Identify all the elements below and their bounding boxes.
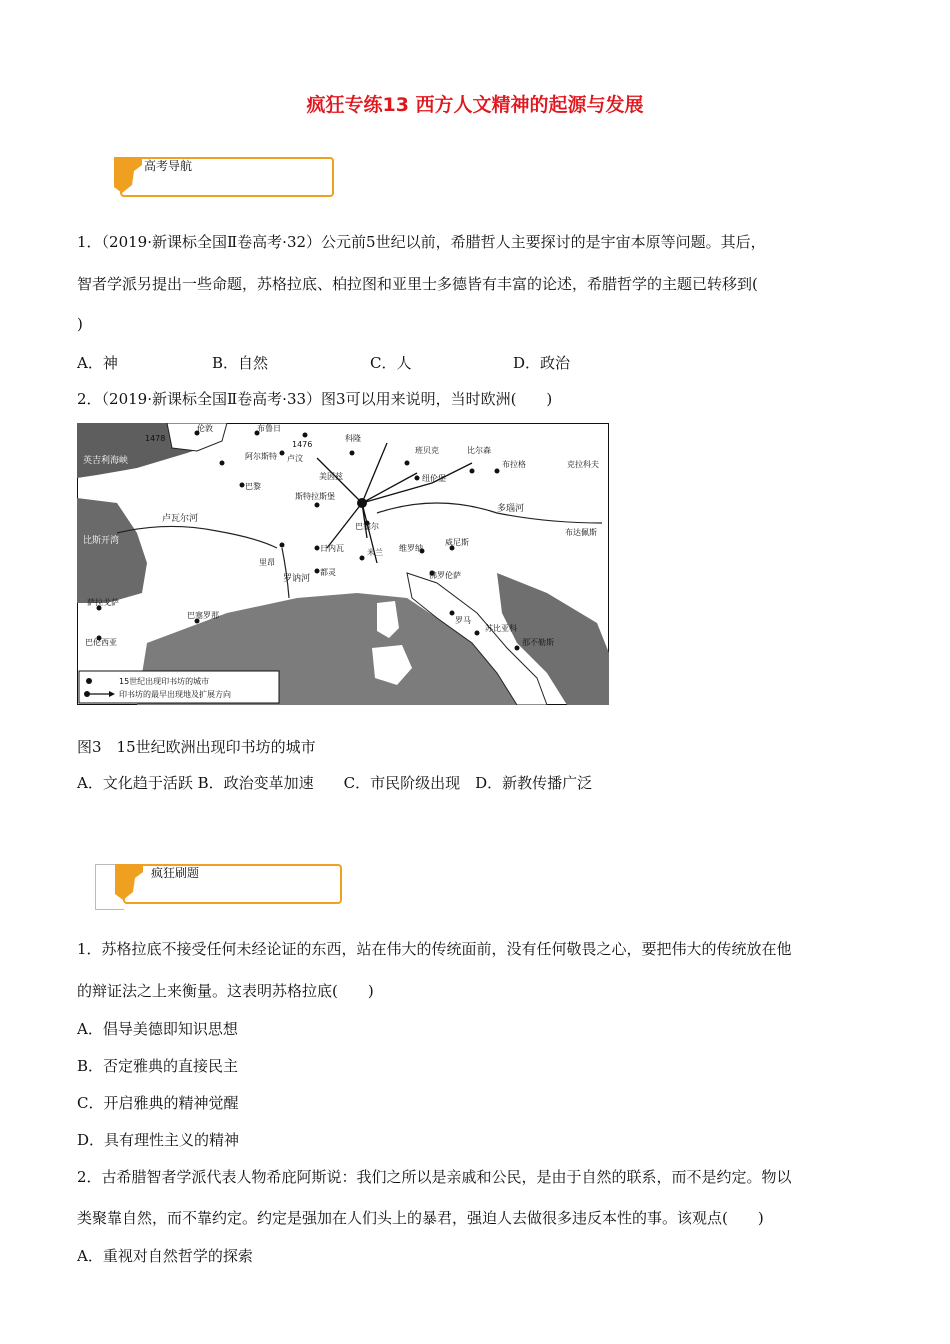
map-label-nuremberg: 纽伦堡 (422, 474, 446, 483)
p1-option-a: A．倡导美德即知识思想 (77, 1020, 238, 1038)
map-label-turin: 都灵 (320, 568, 336, 577)
map-label-london: 伦敦 (197, 424, 213, 433)
map-label-basel: 巴塞尔 (355, 522, 379, 531)
page-title: 疯狂专练13 西方人文精神的起源与发展 (306, 94, 644, 116)
q1-option-b: B．自然 (212, 354, 269, 372)
map-label-channel: 英吉利海峡 (83, 456, 129, 466)
map-label-budapest: 布达佩斯 (565, 528, 597, 537)
map-label-louvain: 卢汶 (287, 454, 303, 463)
map-label-florence: 佛罗伦萨 (429, 571, 461, 580)
q2-caption: 图3 15世纪欧洲出现印书坊的城市 (77, 738, 316, 756)
map-label-paris: 巴黎 (245, 482, 261, 491)
q1-line-2: 智者学派另提出一些命题，苏格拉底、柏拉图和亚里士多德皆有丰富的论述，希腊哲学的主题已转移到( (77, 275, 758, 293)
q1-option-d: D．政治 (513, 354, 571, 372)
map-label-prague: 布拉格 (502, 460, 526, 469)
map-label-venice: 威尼斯 (445, 538, 469, 547)
map-label-subiaco: 苏比亚科 (485, 624, 517, 633)
map-label-valencia: 巴伦西亚 (85, 638, 117, 647)
map-label-danube: 多瑙河 (497, 504, 525, 514)
p2-line-2: 类聚靠自然，而不靠约定。约定是强加在人们头上的暴君，强迫人去做很多违反本性的事。该观点( ) (77, 1209, 764, 1227)
banner-flag-icon (92, 157, 142, 201)
map-label-cologne: 科隆 (345, 434, 361, 443)
map-label-krakow: 克拉科夫 (567, 460, 599, 469)
map-label-1476: 1476 (292, 440, 313, 449)
map-label-biscay: 比斯开湾 (83, 536, 120, 546)
map-label-london-year: 1478 (145, 434, 166, 443)
map-label-milan: 米兰 (367, 548, 383, 557)
banner-flag-icon (95, 864, 145, 908)
p1-line-1: 1．苏格拉底不接受任何未经论证的东西，站在伟大的传统面前，没有任何敬畏之心，要把伟大的传统放在他 (77, 940, 792, 958)
map-label-loire: 卢瓦尔河 (162, 514, 199, 524)
q2-options: A．文化趋于活跃 B．政治变革加速 C．市民阶级出现 D．新教传播广泛 (77, 774, 593, 792)
q1-option-c: C．人 (370, 354, 412, 372)
map-label-strasbourg: 斯特拉斯堡 (295, 492, 335, 501)
banner-label: 高考导航 (144, 159, 193, 173)
europe-printing-map (77, 423, 609, 705)
map-label-rome: 罗马 (455, 616, 471, 625)
p2-option-a: A．重视对自然哲学的探索 (77, 1247, 253, 1265)
map-label-lyon: 里昂 (259, 558, 275, 567)
map-label-mainz: 美因兹 (319, 472, 343, 481)
q1-option-a: A．神 (77, 354, 118, 372)
banner-label: 疯狂刷题 (151, 866, 200, 880)
legend-spread: 印书坊的最早出现地及扩展方向 (119, 690, 231, 699)
q1-line-1: 1．（2019·新课标全国Ⅱ卷高考·32）公元前5世纪以前，希腊哲人主要探讨的是宇宙本原等问题。其后， (77, 233, 766, 251)
map-label-verona: 维罗纳 (399, 544, 423, 553)
map-label-bruges: 布鲁日 (257, 424, 281, 433)
map-label-pilsen: 比尔森 (467, 446, 491, 455)
map-label-barcelona: 巴塞罗那 (187, 611, 219, 620)
p2-line-1: 2．古希腊智者学派代表人物希庇阿斯说：我们之所以是亲戚和公民，是由于自然的联系，而不是约定。物以 (77, 1168, 792, 1186)
map-label-bamberg: 班贝克 (415, 446, 439, 455)
map-label-zaragoza: 萨拉戈萨 (87, 598, 119, 607)
map-label-rhone: 罗讷河 (283, 574, 311, 584)
p1-option-b: B．否定雅典的直接民主 (77, 1057, 239, 1075)
p1-option-c: C．开启雅典的精神觉醒 (77, 1094, 239, 1112)
p1-line-2: 的辩证法之上来衡量。这表明苏格拉底( ) (77, 982, 374, 1000)
map-label-geneva: 日内瓦 (320, 544, 344, 553)
q1-line-3: ) (77, 315, 83, 333)
section-banner-exam-guide (92, 157, 330, 195)
map-label-naples: 那不勒斯 (522, 638, 554, 647)
p1-option-d: D．具有理性主义的精神 (77, 1131, 240, 1149)
legend-cities: 15世纪出现印书坊的城市 (119, 677, 210, 686)
map-label-arnhem: 阿尔斯特 (245, 452, 277, 461)
section-banner-practice (95, 864, 333, 902)
q2-stem: 2．（2019·新课标全国Ⅱ卷高考·33）图3可以用来说明，当时欧洲( ) (77, 390, 553, 408)
